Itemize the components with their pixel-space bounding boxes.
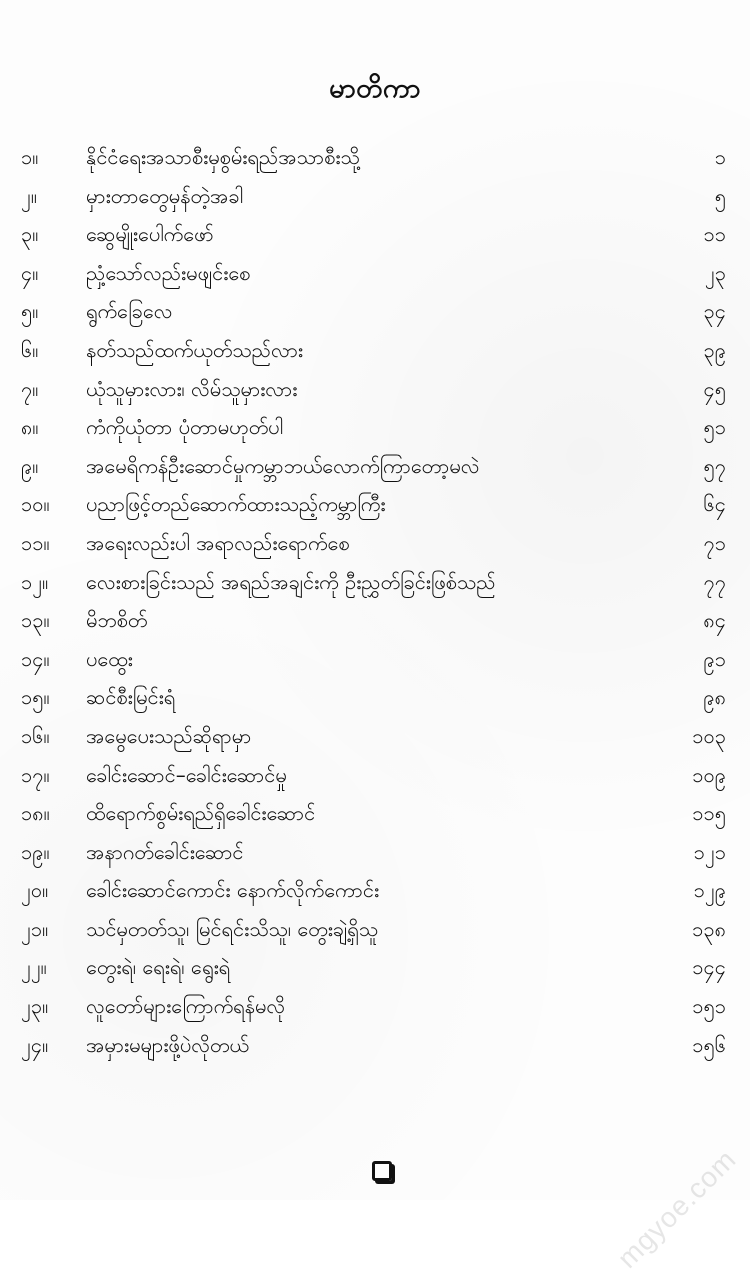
chapter-title: နတ်သည်ထက်ယုတ်သည်လား	[86, 337, 304, 362]
toc-entry	[0, 447, 750, 486]
toc-entry	[0, 794, 750, 833]
page-number: ၁၃၈	[692, 916, 726, 941]
chapter-number: ၂၂။	[21, 955, 47, 980]
page-number: ၅၇	[703, 453, 726, 478]
toc-entry	[0, 563, 750, 602]
website-watermark: mgyoe.com	[611, 1143, 743, 1274]
chapter-title: မိဘစိတ်	[86, 608, 148, 633]
toc-entry	[0, 215, 750, 254]
toc-entry	[0, 640, 750, 679]
toc-entry	[0, 678, 750, 717]
page-number: ၁၀၉	[692, 762, 726, 787]
chapter-number: ၁၂။	[21, 569, 49, 594]
chapter-title: အမွေပေးသည်ဆိုရာမှာ	[86, 723, 252, 748]
page-number: ၅၁	[703, 415, 726, 440]
toc-entry	[0, 987, 750, 1026]
chapter-number: ၁၈။	[21, 801, 50, 826]
chapter-number: ၂၄။	[21, 1032, 49, 1057]
toc-entry	[0, 370, 750, 409]
chapter-title: ခေါင်းဆောင်–ခေါင်းဆောင်မှု	[86, 762, 287, 787]
page-number: ၁၂၉	[693, 878, 726, 903]
chapter-title: နိုင်ငံရေးအသာစီးမှစွမ်းရည်အသာစီးသို့	[86, 145, 360, 169]
toc-entry	[0, 833, 750, 872]
page-number: ၃၄	[703, 299, 726, 324]
chapter-title: ဆင်စီးမြင်းရံ	[86, 685, 176, 710]
chapter-title: ဆွေမျိုးပေါက်ဖော်	[86, 222, 214, 247]
page-number: ၄၅	[703, 376, 726, 401]
chapter-number: ၁၅။	[21, 685, 50, 710]
page-number: ၂၃	[704, 260, 726, 285]
chapter-title: ပထွေး	[86, 646, 133, 671]
chapter-title: အမေရိကန်ဦးဆောင်မှုကမ္ဘာဘယ်လောက်ကြာတော့မလဲ	[86, 453, 480, 478]
chapter-title: ကံကိုယုံတာ ပုံတာမဟုတ်ပါ	[86, 415, 284, 440]
toc-entry	[0, 717, 750, 756]
toc-entry	[0, 524, 750, 563]
chapter-number: ၁၆။	[21, 723, 50, 748]
table-of-contents	[0, 138, 750, 1152]
page-end-square	[372, 1161, 392, 1181]
toc-entry	[0, 138, 750, 177]
chapter-number: ၁၄။	[21, 646, 50, 671]
page-number: ၅	[714, 183, 726, 208]
toc-entry	[0, 408, 750, 447]
chapter-number: ၉။	[21, 453, 39, 478]
chapter-title: အမှားမများဖို့ပဲလိုတယ်	[86, 1032, 249, 1057]
page-number: ၁၅၁	[692, 994, 726, 1019]
page-number: ၉၈	[703, 685, 726, 710]
page-number: ၁၁၅	[692, 801, 726, 826]
chapter-title: အနာဂတ်ခေါင်းဆောင်	[86, 839, 244, 864]
chapter-title: ပညာဖြင့်တည်ဆောက်ထားသည့်ကမ္ဘာကြီး	[86, 492, 386, 517]
chapter-number: ၆။	[21, 337, 39, 362]
toc-entry	[0, 948, 750, 987]
page-number: ၈၄	[703, 608, 726, 633]
toc-entry	[0, 254, 750, 293]
chapter-title: ညှံ့သော်လည်းမဖျင်းစေ	[86, 260, 251, 285]
page-number: ၆၄	[703, 492, 726, 517]
chapter-number: ၈။	[21, 415, 39, 440]
chapter-number: ၁၇။	[21, 762, 50, 787]
chapter-title: မှားတာတွေမှန်တဲ့အခါ	[86, 183, 244, 208]
toc-entry	[0, 292, 750, 331]
toc-entry	[0, 331, 750, 370]
chapter-number: ၁၁။	[21, 530, 50, 555]
page-number: ၁၀၃	[692, 723, 726, 748]
chapter-number: ၂၃။	[21, 994, 49, 1019]
chapter-title: အရေးလည်းပါ အရာလည်းရောက်စေ	[86, 530, 350, 555]
chapter-number: ၁၃။	[21, 608, 50, 633]
page-number: ၁၂၁	[693, 839, 726, 864]
page-number: ၇၇	[703, 569, 726, 594]
page-number: ၁၁	[703, 222, 726, 247]
chapter-title: ထိရောက်စွမ်းရည်ရှိခေါင်းဆောင်	[86, 801, 316, 826]
toc-entry	[0, 177, 750, 216]
chapter-number: ၂၀။	[21, 878, 49, 903]
chapter-number: ၂။	[21, 183, 37, 208]
contents-title: မာတိကာ	[329, 73, 421, 105]
page-number: ၁၄၄	[692, 955, 726, 980]
chapter-number: ၂၁။	[21, 916, 49, 941]
chapter-number: ၄။	[21, 260, 39, 285]
page-number: ၁	[714, 145, 726, 169]
toc-entry	[0, 871, 750, 910]
page-number: ၉၁	[703, 646, 726, 671]
page-number: ၃၉	[703, 337, 726, 362]
chapter-number: ၃။	[21, 222, 39, 247]
chapter-title: လေးစားခြင်းသည် အရည်အချင်းကို ဦးညွှတ်ခြင်းဖြစ်သည်	[86, 569, 496, 594]
chapter-number: ၁၉။	[21, 839, 50, 864]
chapter-title: ခေါင်းဆောင်ကောင်း နောက်လိုက်ကောင်း	[86, 878, 380, 903]
page-number: ၁၅၆	[692, 1032, 726, 1057]
chapter-number: ၇။	[21, 376, 39, 401]
toc-entry	[0, 910, 750, 949]
chapter-title: ယုံသူမှားလား၊ လိမ်သူမှားလား	[86, 376, 298, 401]
toc-entry	[0, 601, 750, 640]
chapter-number: ၁။	[21, 145, 39, 169]
chapter-number: ၅။	[21, 299, 39, 324]
chapter-title: လူတော်များကြောက်ရန်မလို	[86, 994, 286, 1019]
chapter-number: ၁၀။	[21, 492, 50, 517]
chapter-title: တွေးရဲ၊ ရေးရဲ၊ ရွေးရဲ	[86, 955, 231, 980]
toc-entry	[0, 756, 750, 795]
page-number: ၇၁	[703, 530, 726, 555]
chapter-title: ရွက်ခြေလေ	[86, 299, 173, 324]
toc-entry	[0, 1026, 750, 1065]
chapter-title: သင်မှတတ်သူ၊ မြင်ရင်းသိသူ၊ တွေးချဲ့ရှိသူ	[86, 916, 379, 941]
toc-entry	[0, 485, 750, 524]
